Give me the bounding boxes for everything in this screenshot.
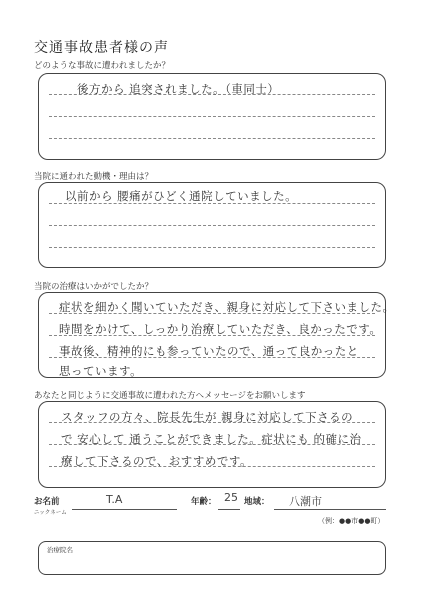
area-example: （例：●●市●●町） bbox=[318, 517, 385, 525]
answer-box-accident bbox=[38, 73, 386, 160]
clinic-name-box bbox=[38, 541, 386, 575]
answer-treatment-line-2: 時間をかけて、しっかり治療していただき、良かったです。 bbox=[59, 322, 382, 336]
page-title: 交通事故患者様の声 bbox=[34, 40, 169, 56]
question-motive: 当院に通われた動機・理由は？ bbox=[34, 172, 154, 182]
area-underline bbox=[274, 509, 386, 510]
age-underline bbox=[218, 509, 240, 510]
answer-box-treatment bbox=[38, 292, 395, 378]
answer-box-motive bbox=[38, 182, 386, 268]
answer-accident-line-1: 後方から 追突されました。（車同士） bbox=[77, 82, 280, 96]
question-message: あなたと同じように交通事故に遭われた方へメッセージをお願いします bbox=[34, 391, 306, 401]
answer-treatment-line-3: 事故後、精神的にも参っていたので、通って良かったと bbox=[59, 344, 359, 358]
area-value: 八潮市 bbox=[289, 495, 322, 508]
answer-message-line-1: スタッフの方々、院長先生が 親身に対応して下さるの bbox=[61, 410, 354, 424]
answer-message-line-3: 療して下さるので、おすすめです。 bbox=[61, 454, 252, 468]
age-value: 25 bbox=[224, 491, 238, 504]
answer-box-message bbox=[38, 401, 386, 488]
answer-treatment-line-1: 症状を細かく聞いていただき、親身に対応して下さいました。 bbox=[59, 300, 395, 314]
answer-message-line-2: で 安心して 通うことができました。症状にも 的確に治 bbox=[61, 432, 362, 446]
answer-motive-line-1: 以前から 腰痛がひどく通院していました。 bbox=[65, 189, 298, 203]
question-accident: どのような事故に遭われましたか？ bbox=[34, 61, 171, 71]
name-underline bbox=[72, 509, 177, 510]
question-treatment: 当院の治療はいかがでしたか？ bbox=[34, 282, 154, 292]
answer-treatment-line-4: 思っています。 bbox=[59, 364, 143, 378]
nickname-label: ニックネーム bbox=[34, 510, 67, 516]
name-value: T.A bbox=[106, 493, 123, 506]
clinic-name-label: 治療院名 bbox=[47, 546, 73, 554]
area-label: 地域： bbox=[244, 497, 270, 507]
age-label: 年齢： bbox=[191, 497, 217, 507]
name-label: お名前 bbox=[34, 497, 60, 507]
